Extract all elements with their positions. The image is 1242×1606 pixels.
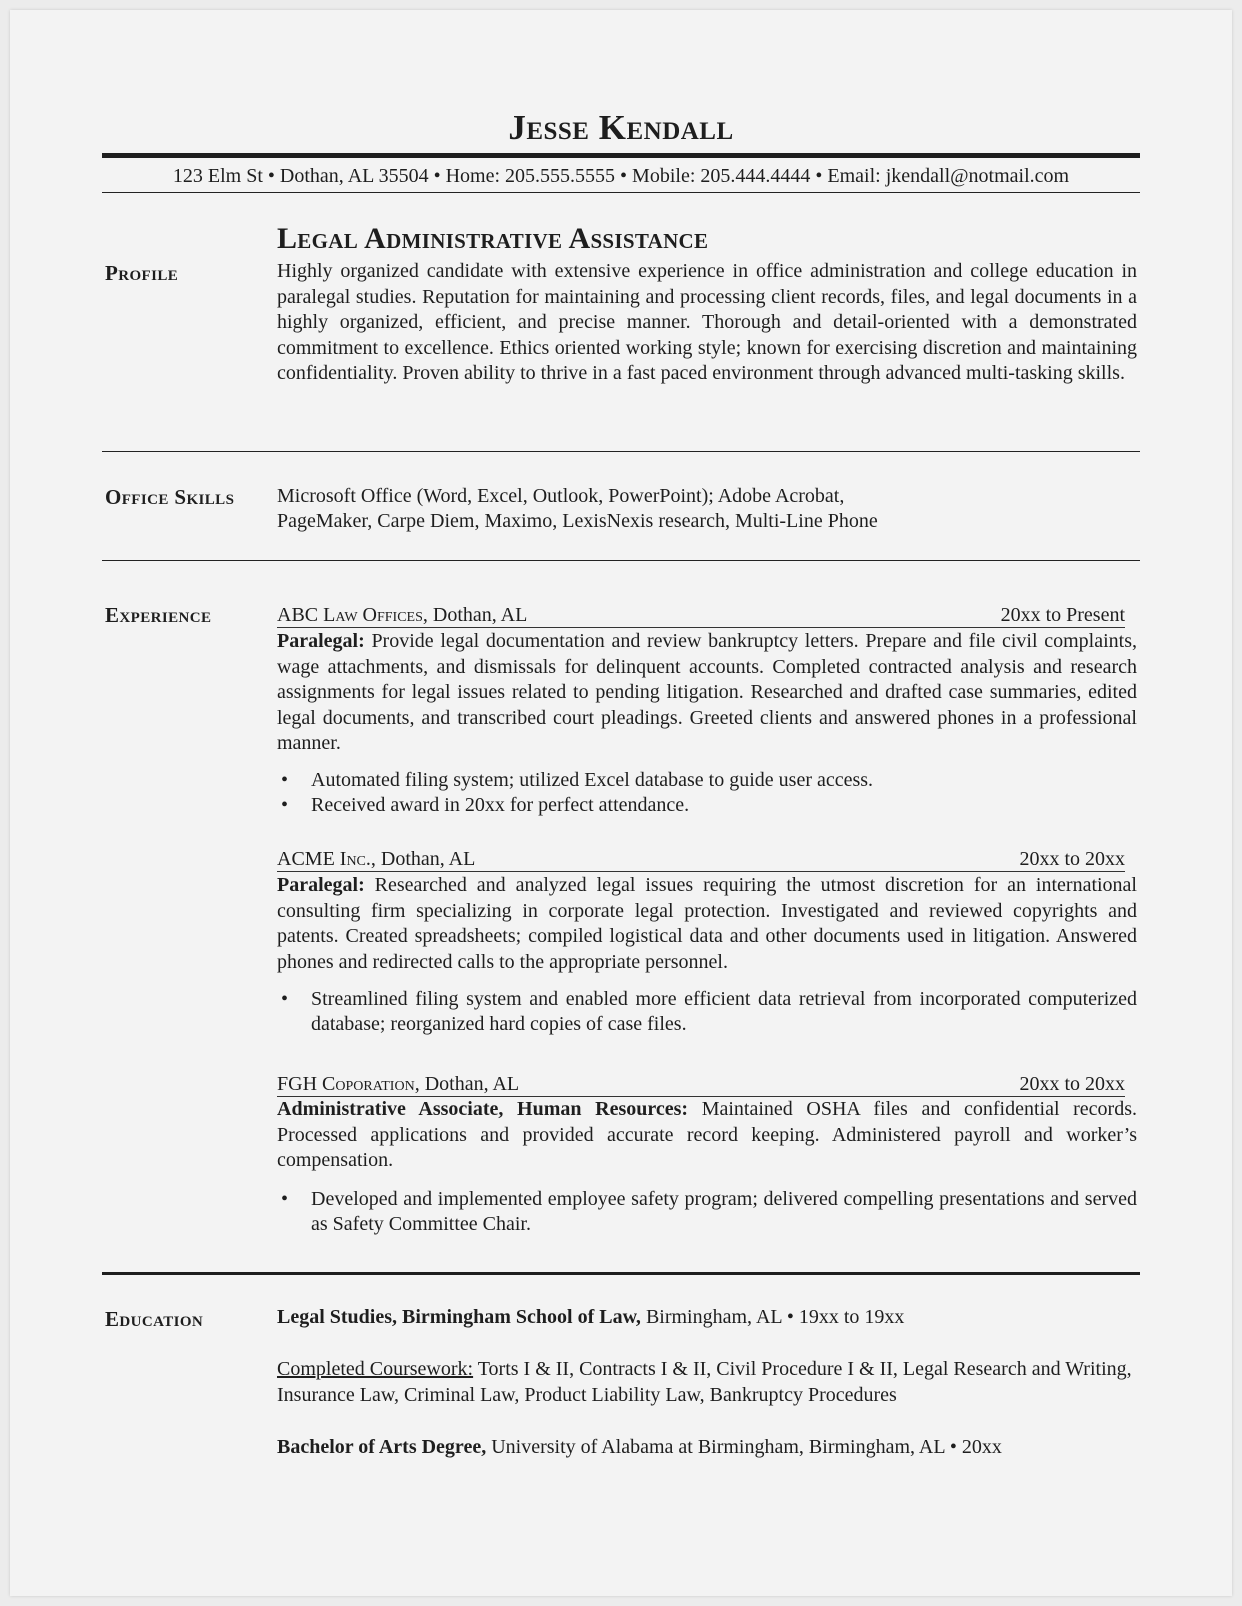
skills-line-1: Microsoft Office (Word, Excel, Outlook, PowerPoint); Adobe Acrobat, bbox=[277, 485, 845, 507]
job-company: ABC Law Offices bbox=[277, 604, 423, 626]
job-description-text: Provide legal documentation and review bankruptcy letters. Prepare and file civil complaints, wage attachments, and dismissals for delinquent accounts. Completed contracted analysis and research assignments for legal issues related to pending litigation. Researched and drafted case summaries, edited legal documents, and transcribed court pleadings. Greeted clients and answered phones in a professional manner. bbox=[277, 630, 1137, 755]
bullet-icon: • bbox=[281, 769, 289, 791]
job-description bbox=[277, 873, 1137, 975]
divider-skills bbox=[102, 560, 1140, 561]
profile-text: Highly organized candidate with extensive experience in office administration and college education in paralegal studies. Reputation for maintaining and processing client records, files, and legal documents in a highly organized, efficient, and precise manner. Thorough and detail-oriented with a demonstrated commitment to excellence. Ethics oriented working style; known for exercising discretion and maintaining confidentiality. Proven ability to thrive in a fast paced environment through advanced multi-tasking skills. bbox=[277, 260, 1137, 385]
resume-headline: Legal Administrative Assistance bbox=[277, 222, 709, 255]
job-title: Paralegal: bbox=[277, 630, 365, 652]
job-dates: 20xx to 20xx bbox=[1019, 848, 1125, 870]
job-header bbox=[277, 603, 1125, 628]
job-dates: 20xx to Present bbox=[1000, 604, 1125, 626]
job-description bbox=[277, 1097, 1137, 1174]
contact-info: 123 Elm St • Dothan, AL 35504 • Home: 205.555.5555 • Mobile: 205.444.4444 • Email: jkendall@notmail.com bbox=[172, 165, 1070, 187]
job-description-text: Researched and analyzed legal issues requiring the utmost discretion for an international consulting firm specializing in corporate legal protection. Investigated and reviewed copyrights and patents. Created spreadsheets; compiled logistical data and other documents used in litigation. Answered phones and redirected calls to the appropriate personnel. bbox=[277, 874, 1137, 973]
degree-2-details: University of Alabama at Birmingham, Birmingham, AL • 20xx bbox=[486, 1436, 1002, 1458]
coursework-text: Torts I & II, Contracts I & II, Civil Procedure I & II, Legal Research and Writing, Insurance Law, Criminal Law, Product Liability Law, Bankruptcy Procedures bbox=[277, 1358, 1132, 1406]
bullet-icon: • bbox=[281, 1188, 289, 1210]
job-bullets bbox=[277, 987, 1137, 1037]
bullet-icon: • bbox=[281, 794, 289, 816]
job-employer bbox=[277, 603, 527, 627]
header-rule-thick bbox=[102, 153, 1140, 158]
section-label-experience: Experience bbox=[105, 603, 212, 627]
list-item: • Received award in 20xx for perfect attendance. bbox=[281, 794, 690, 816]
degree-1-details: Birmingham, AL • 19xx to 19xx bbox=[640, 1306, 905, 1328]
header-rule-thin bbox=[102, 192, 1140, 193]
candidate-name: Jesse Kendall bbox=[508, 108, 734, 147]
divider-experience bbox=[102, 1272, 1140, 1275]
skills-line-2: PageMaker, Carpe Diem, Maximo, LexisNexis research, Multi-Line Phone bbox=[277, 510, 878, 532]
job-bullets bbox=[277, 768, 1137, 818]
degree-1-title: Legal Studies, Birmingham School of Law, bbox=[277, 1306, 641, 1328]
job-location: , Dothan, AL bbox=[414, 1073, 520, 1095]
list-item: • Automated filing system; utilized Excel database to guide user access. bbox=[281, 769, 874, 791]
bullet-icon: • bbox=[281, 988, 289, 1010]
job-header bbox=[277, 847, 1125, 872]
coursework-label: Completed Coursework: bbox=[277, 1358, 474, 1380]
section-label-office-skills: Office Skills bbox=[105, 485, 235, 509]
job-header bbox=[277, 1072, 1125, 1097]
job-bullets bbox=[277, 1187, 1137, 1237]
job-title: Administrative Associate, Human Resources: bbox=[277, 1098, 689, 1120]
job-location: , Dothan, AL bbox=[370, 848, 476, 870]
job-dates: 20xx to 20xx bbox=[1019, 1073, 1125, 1095]
job-title: Paralegal: bbox=[277, 874, 365, 896]
section-label-education: Education bbox=[105, 1307, 204, 1331]
list-item: • Streamlined filing system and enabled more efficient data retrieval from incorporated computerized database; reorganized hard copies of case files. bbox=[281, 988, 1137, 1035]
job-employer bbox=[277, 1072, 519, 1096]
job-company: FGH Coporation bbox=[277, 1073, 415, 1095]
education-degree-2 bbox=[277, 1435, 1137, 1461]
divider-profile bbox=[102, 451, 1140, 452]
job-employer bbox=[277, 847, 475, 871]
job-description-text: Maintained OSHA files and confidential records. Processed applications and provided accurate record keeping. Administered payroll and worker’s compensation. bbox=[277, 1098, 1137, 1172]
job-location: , Dothan, AL bbox=[422, 604, 528, 626]
list-item: • Developed and implemented employee safety program; delivered compelling presentations and served as Safety Committee Chair. bbox=[281, 1188, 1137, 1235]
section-label-profile: Profile bbox=[105, 261, 179, 285]
job-company: ACME Inc. bbox=[277, 848, 371, 870]
education-coursework bbox=[277, 1357, 1137, 1408]
degree-2-title: Bachelor of Arts Degree, bbox=[277, 1436, 487, 1458]
education-degree-1 bbox=[277, 1305, 1137, 1331]
job-description bbox=[277, 629, 1137, 757]
